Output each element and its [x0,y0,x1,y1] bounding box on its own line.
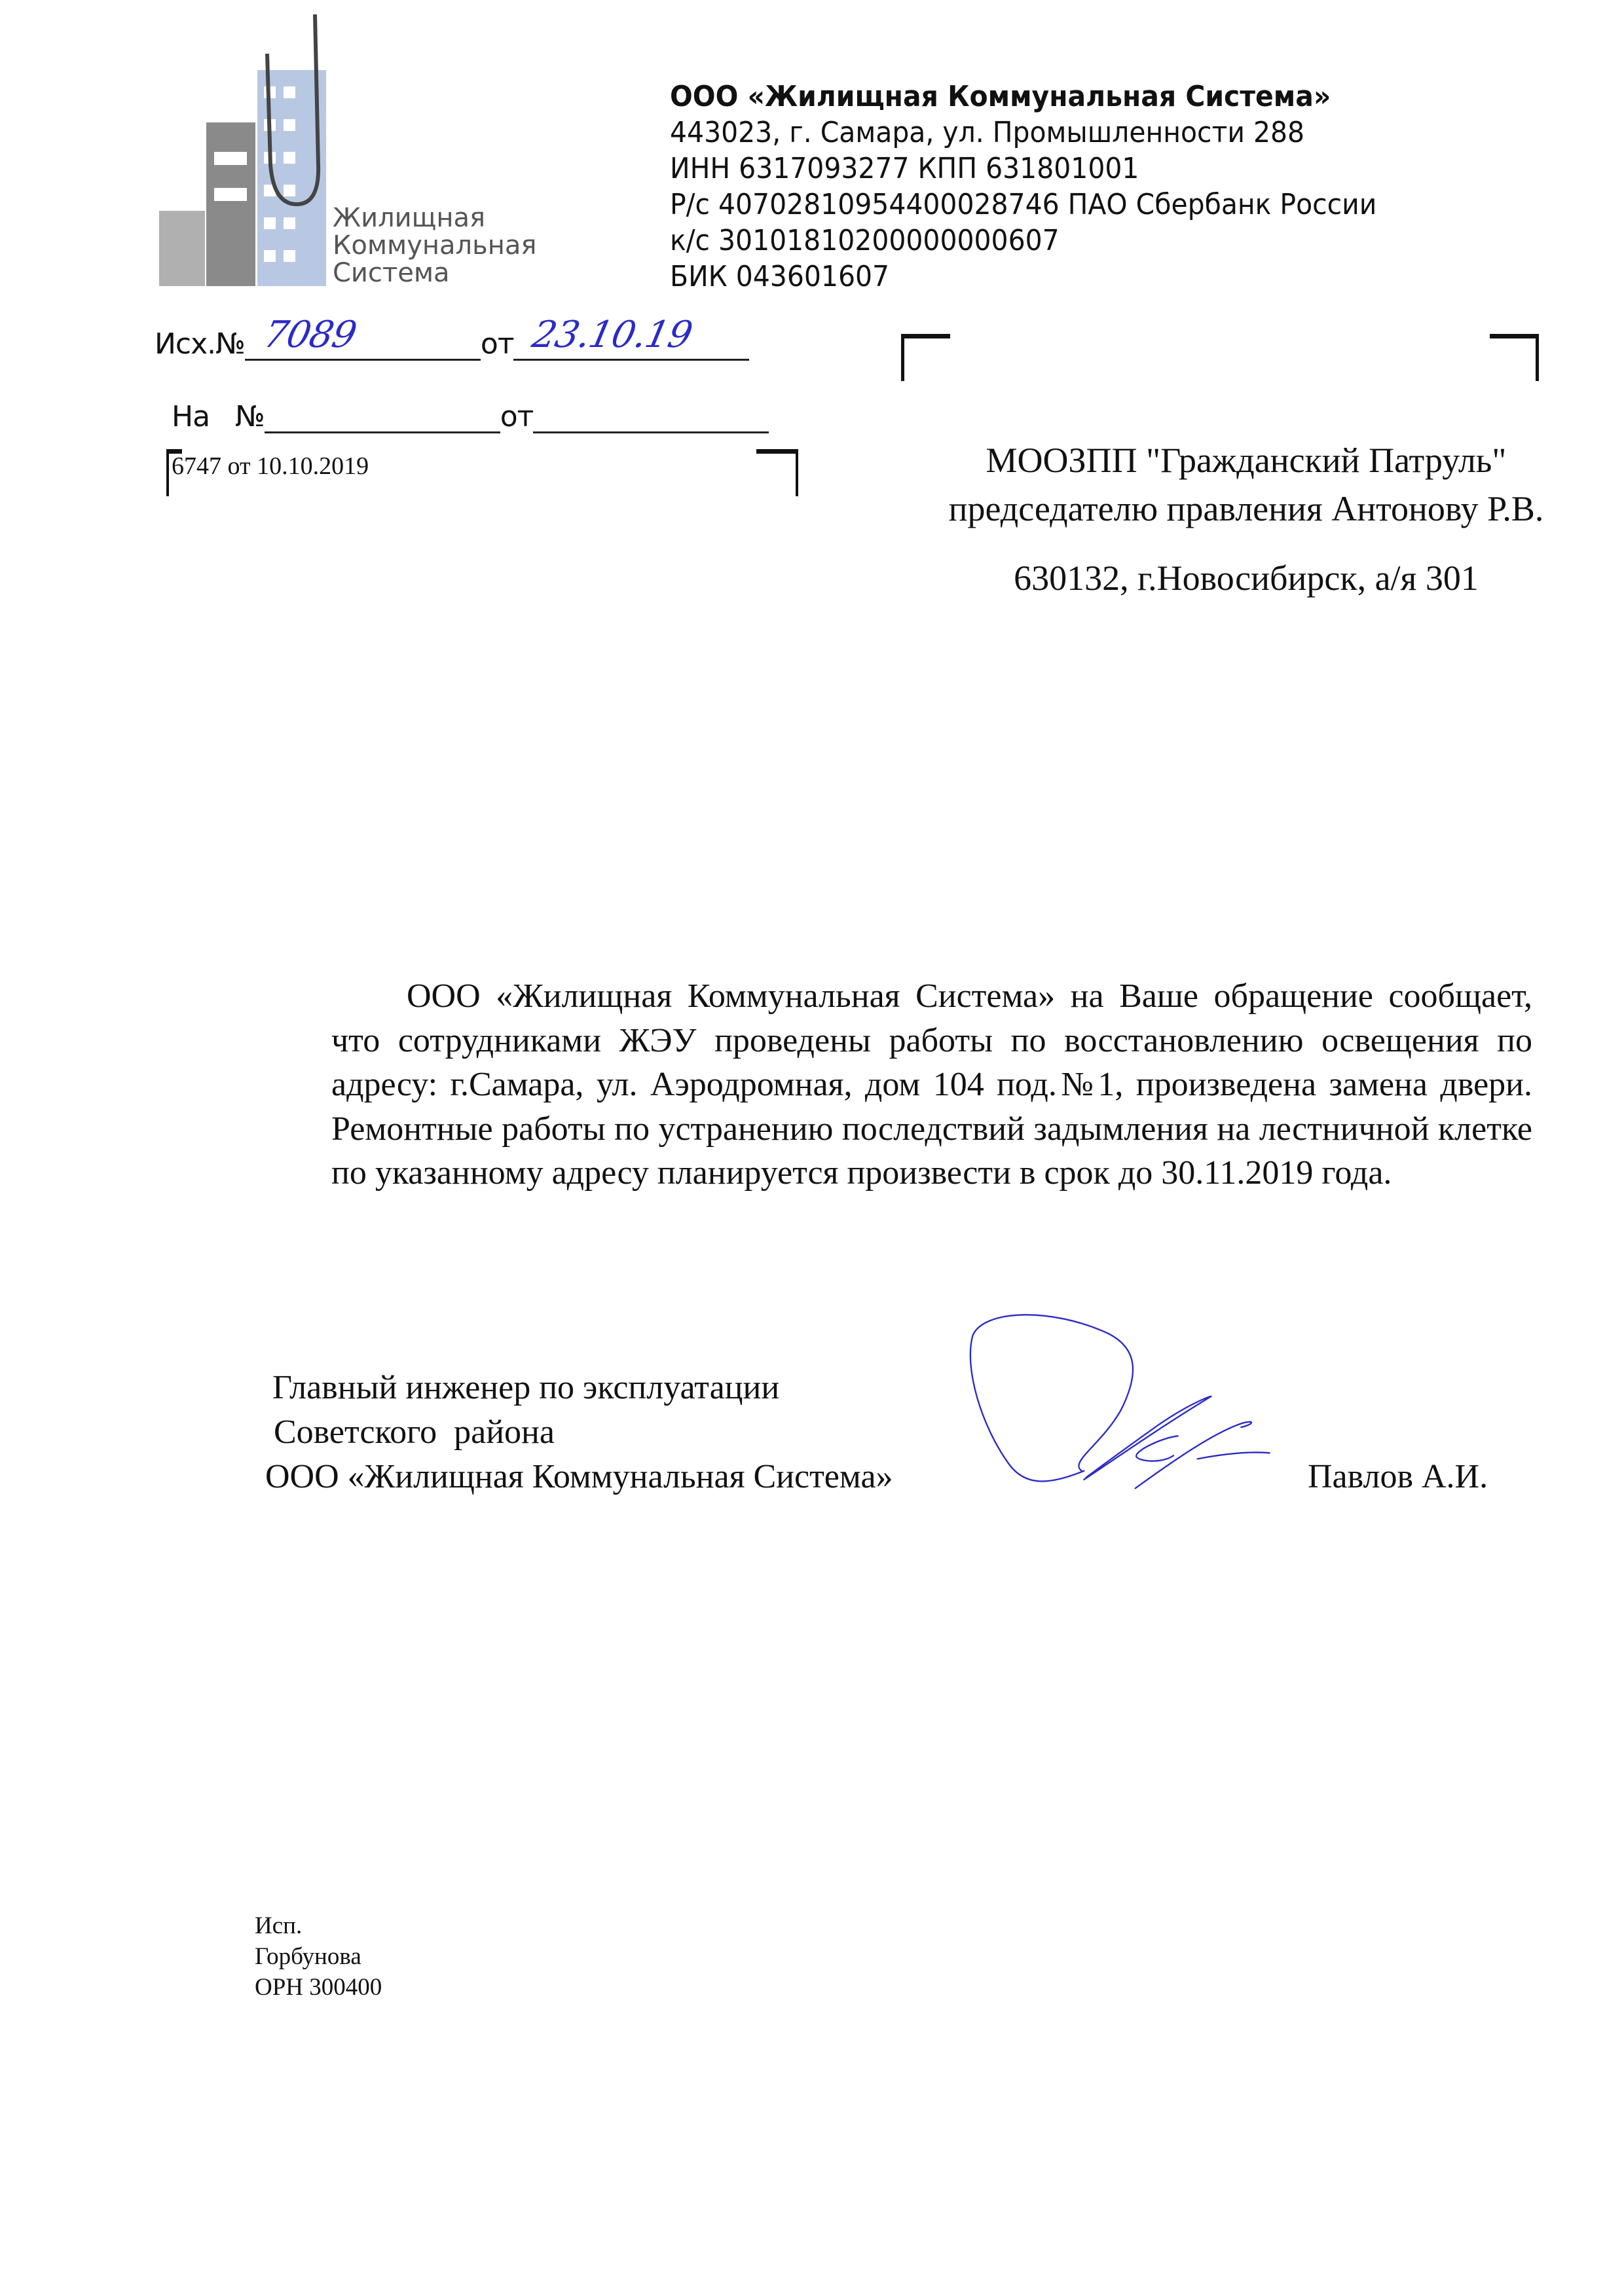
corner-mark [1490,334,1539,381]
logo-line: Коммунальная [333,230,537,261]
recipient-org: МООЗПП "Гражданский Патруль" [986,441,1507,480]
outgoing-date: 23.10.19 [528,314,696,356]
executor-name: Горбунова [255,1943,361,1970]
signer-name: Павлов А.И. [1308,1458,1488,1495]
company-inn-kpp: ИНН 6317093277 КПП 631801001 [670,152,1139,185]
logo-line: Жилищная [333,203,486,233]
body-paragraph: ООО «Жилищная Коммунальная Система» на Ваше обращение сообщает, что сотрудниками ЖЭУ проведены работы по восстановлению освещения по адресу: г.Самара, ул. Аэродромная, дом 104 под.№1, произведена замена двери. Ремонтные работы по устранению последствий задымления на лестничной клетке по указанному адресу планируется произвести в срок до 30.11.2019 года. [331,977,1532,1192]
company-logo [159,14,552,289]
reply-number-field [265,405,500,433]
executor-label: Исп. [255,1912,303,1939]
handwritten-signature [917,1296,1310,1512]
signer-title-2: Советского района [274,1413,555,1451]
executor-dept: ОРН 300400 [255,1974,382,2001]
signer-title-3: ООО «Жилищная Коммунальная Система» [265,1458,893,1495]
company-bik: БИК 043601607 [670,260,890,293]
letterhead [670,79,1376,295]
logo-line: Система [333,258,450,288]
reply-from-label: от [500,400,534,433]
recipient-person: председателю правления Антонову Р.В. [948,489,1544,528]
company-account: Р/с 40702810954400028746 ПАО Сбербанк России [670,188,1377,221]
reply-line [155,367,769,433]
reply-to-label: На № [171,400,265,433]
recipient-address: 630132, г.Новосибирск, а/я 301 [1014,558,1479,598]
outgoing-number-field [245,314,481,361]
executor-block [255,1910,382,2003]
letter-body [331,974,1532,1195]
corner-mark [756,449,798,496]
outgoing-date-field [513,314,749,361]
logo-text [333,204,536,287]
incoming-reference: 6747 от 10.10.2019 [172,452,369,480]
outgoing-number: 7089 [259,314,360,356]
corner-mark [901,334,950,381]
company-address: 443023, г. Самара, ул. Промышленности 288 [670,116,1305,149]
outgoing-line [155,314,749,361]
company-corr-account: к/с 30101810200000000607 [670,224,1060,257]
reply-date-field [533,405,769,433]
from-label: от [480,327,514,361]
company-name: ООО «Жилищная Коммунальная Система» [670,80,1331,113]
outgoing-label: Исх.№ [155,327,245,361]
signer-title-1: Главный инженер по эксплуатации [272,1369,780,1406]
